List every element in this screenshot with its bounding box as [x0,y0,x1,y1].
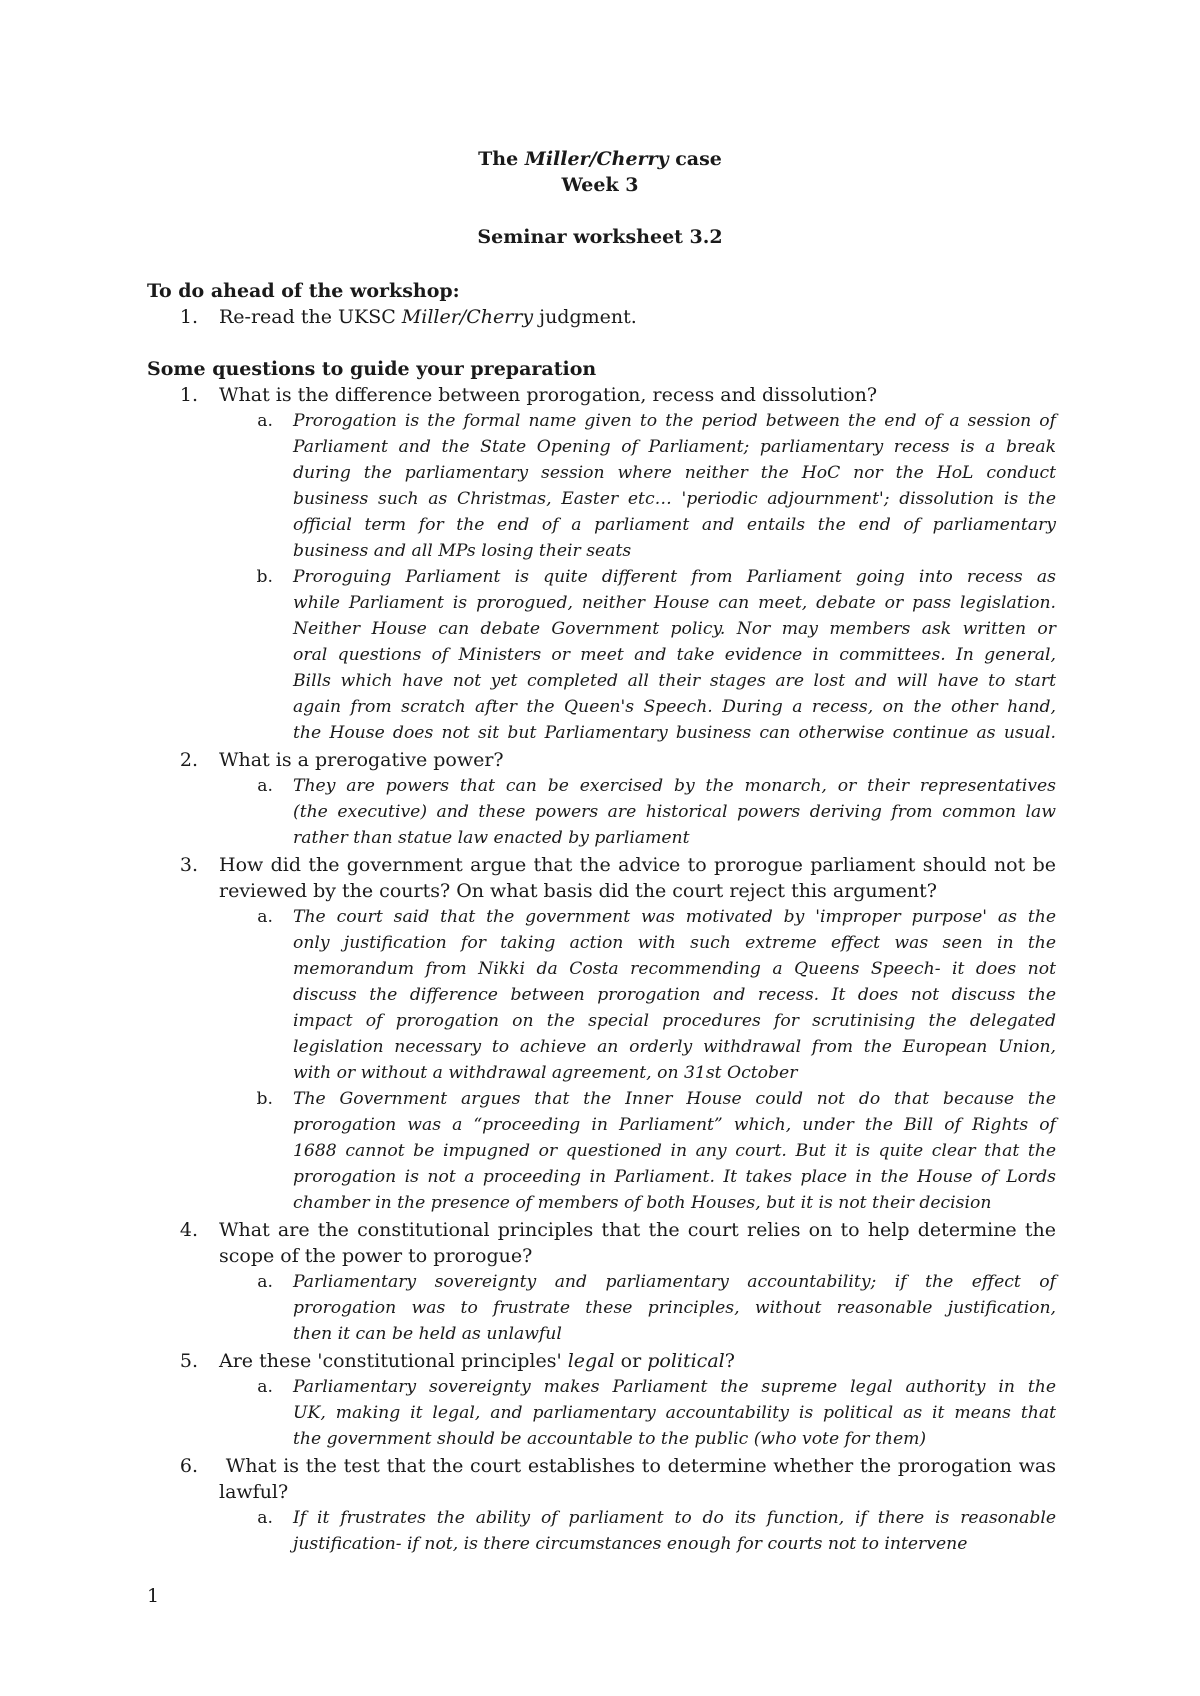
q3-answer-a-line: only justification for taking action with such extreme effect was seen in the [293,933,1056,953]
title-case-name: Miller/Cherry [524,148,669,170]
question-5-text: Are these 'constitutional principles' legal or political? [219,1350,735,1372]
q1-answer-b-line: oral questions of Ministers or meet and take evidence in committees. In general, [293,645,1056,665]
q3-answer-b-line: 1688 cannot be impugned or questioned in any court. But it is quite clear that the [293,1141,1056,1161]
q2-answer-a-line: They are powers that can be exercised by the monarch, or their representatives [293,776,1056,796]
q2-answer-a-letter: a. [257,776,273,796]
q3-answer-b-letter: b. [256,1089,273,1109]
question-5-number: 5. [179,1350,198,1372]
q3-answer-a-line: discuss the difference between prorogation and recess. It does not discuss the [293,985,1056,1005]
question-3-number: 3. [179,854,198,876]
q3-answer-b-line: prorogation was a “proceeding in Parliament” which, under the Bill of Rights of [293,1115,1056,1135]
q3-answer-b-line: prorogation is not a proceeding in Parliament. It takes place in the House of Lords [293,1167,1056,1187]
question-3-text: How did the government argue that the advice to prorogue parliament should not be [219,854,1056,876]
q3-answer-a-letter: a. [257,907,273,927]
q5-answer-a-letter: a. [257,1377,273,1397]
q1-answer-a-line: Prorogation is the formal name given to the period between the end of a session of [293,411,1056,431]
q2-answer-a-line: (the executive) and these powers are historical powers deriving from common law [293,802,1056,822]
week-label: Week 3 [561,174,639,196]
q4-answer-a-line: prorogation was to frustrate these principles, without reasonable justification, [293,1298,1056,1318]
document-title [0,148,1200,170]
q1-answer-a-line: official term for the end of a parliament and entails the end of parliamentary [293,515,1056,535]
todo-item: Re-read the UKSC Miller/Cherry judgment. [219,306,637,328]
question-4-text: scope of the power to prorogue? [219,1245,533,1267]
q5-answer-a-line: the government should be accountable to the public (who vote for them) [293,1429,927,1449]
q3-answer-b-line: The Government argues that the Inner House could not do that because the [293,1089,1056,1109]
question-1-number: 1. [179,384,198,406]
q1-answer-a-letter: a. [257,411,273,431]
q2-answer-a-line: rather than statue law enacted by parliament [293,828,690,848]
q1-answer-b-line: Neither House can debate Government policy. Nor may members ask written or [293,619,1056,639]
title-suffix: case [668,148,722,170]
q1-answer-b-letter: b. [256,567,273,587]
q4-answer-a-line: then it can be held as unlawful [293,1324,562,1344]
title-prefix: The [478,148,525,170]
q1-answer-a-line: during the parliamentary session where neither the HoC nor the HoL conduct [293,463,1056,483]
q3-answer-a-line: memorandum from Nikki da Costa recommending a Queens Speech- it does not [293,959,1056,979]
question-6-text: lawful? [219,1481,289,1503]
todo-item-number: 1. [179,306,198,328]
q6-answer-a-line: justification- if not, is there circumstances enough for courts not to intervene [293,1534,968,1554]
q3-answer-a-line: impact of prorogation on the special procedures for scrutinising the delegated [293,1011,1056,1031]
worksheet-label: Seminar worksheet 3.2 [477,226,723,248]
question-6-text: What is the test that the court establishes to determine whether the prorogation was [219,1455,1056,1477]
q3-answer-a-line: The court said that the government was motivated by 'improper purpose' as the [293,907,1056,927]
q6-answer-a-line: If it frustrates the ability of parliament to do its function, if there is reasonable [293,1508,1056,1528]
question-3-text: reviewed by the courts? On what basis did the court reject this argument? [219,880,937,902]
q1-answer-b-line: Proroguing Parliament is quite different from Parliament going into recess as [293,567,1056,587]
q1-answer-a-line: business such as Christmas, Easter etc… 'periodic adjournment'; dissolution is the [293,489,1056,509]
q6-answer-a-letter: a. [257,1508,273,1528]
q1-answer-b-line: the House does not sit but Parliamentary business can otherwise continue as usual. [293,723,1056,743]
q1-answer-a-line: Parliament and the State Opening of Parliament; parliamentary recess is a break [293,437,1056,457]
question-2-number: 2. [179,749,198,771]
q5-answer-a-line: UK, making it legal, and parliamentary accountability is political as it means that [293,1403,1056,1423]
q3-answer-b-line: chamber in the presence of members of both Houses, but it is not their decision [293,1193,992,1213]
q3-answer-a-line: with or without a withdrawal agreement, on 31st October [293,1063,798,1083]
q1-answer-b-line: Bills which have not yet completed all their stages are lost and will have to start [293,671,1056,691]
questions-heading: Some questions to guide your preparation [147,358,597,380]
q3-answer-a-line: legislation necessary to achieve an orderly withdrawal from the European Union, [293,1037,1056,1057]
q1-answer-b-line: again from scratch after the Queen's Speech. During a recess, on the other hand, [293,697,1056,717]
q1-answer-b-line: while Parliament is prorogued, neither House can meet, debate or pass legislation. [293,593,1056,613]
question-4-number: 4. [179,1219,198,1241]
question-4-text: What are the constitutional principles that the court relies on to help determine the [219,1219,1056,1241]
q5-answer-a-line: Parliamentary sovereignty makes Parliament the supreme legal authority in the [293,1377,1056,1397]
q1-answer-a-line: business and all MPs losing their seats [293,541,632,561]
q4-answer-a-letter: a. [257,1272,273,1292]
question-2-text: What is a prerogative power? [219,749,504,771]
page-number: 1 [147,1585,160,1607]
todo-heading: To do ahead of the workshop: [147,280,460,302]
question-6-number: 6. [179,1455,198,1477]
question-1-text: What is the difference between prorogation, recess and dissolution? [219,384,878,406]
q4-answer-a-line: Parliamentary sovereignty and parliamentary accountability; if the effect of [293,1272,1056,1292]
